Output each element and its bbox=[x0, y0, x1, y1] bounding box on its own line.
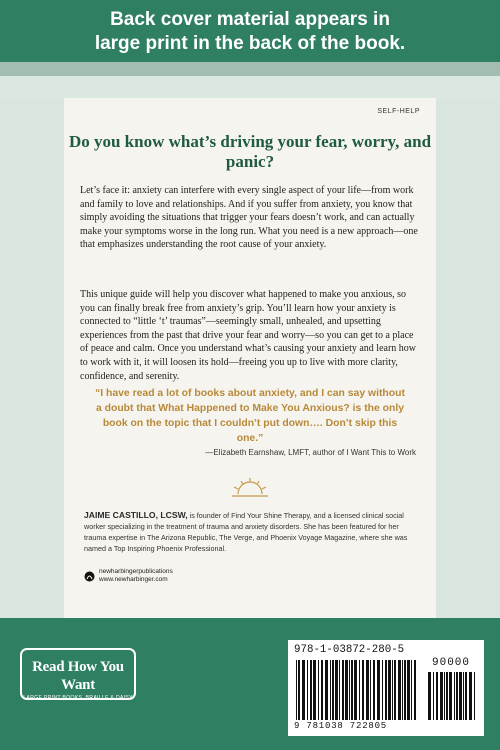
barcode-bar bbox=[351, 660, 353, 720]
barcode-bar bbox=[459, 672, 462, 720]
barcode-bar bbox=[354, 660, 357, 720]
barcode-bar bbox=[382, 660, 383, 720]
barcode-bar bbox=[325, 660, 328, 720]
barcode-bar bbox=[366, 660, 369, 720]
barcode-bar bbox=[373, 660, 375, 720]
endorsement-attribution: —Elizabeth Earnshaw, LMFT, author of I Want This to Work bbox=[205, 448, 416, 457]
ean-number: 9 781038 722805 bbox=[294, 721, 388, 731]
barcode-bar bbox=[332, 660, 334, 720]
barcode-bar bbox=[388, 660, 391, 720]
barcode-bar bbox=[436, 672, 438, 720]
barcode-bar bbox=[298, 660, 300, 720]
barcode-bar bbox=[394, 660, 396, 720]
barcode-bar bbox=[446, 672, 448, 720]
publisher-name: newharbingerpublications bbox=[99, 568, 173, 575]
barcode-bar bbox=[449, 672, 452, 720]
barcode-bar bbox=[330, 660, 331, 720]
author-bio-text: is founder of Find Your Shine Therapy, and a licensed clinical social worker specializing in the treatment of trauma and anxiety disorders. She has been featured for her trauma expertise in The Arizona Republic, The Verge, and Phoenix Voyage Magazine, where she was named a Top Inspiring Phoenix Professional. bbox=[84, 511, 408, 553]
barcode-bar bbox=[398, 660, 401, 720]
price-code: 90000 bbox=[432, 657, 471, 669]
barcode-bar bbox=[454, 672, 455, 720]
banner-line-2: large print in the back of the book. bbox=[94, 33, 406, 54]
ean-barcode-bars bbox=[296, 660, 420, 720]
barcode-bar bbox=[407, 660, 410, 720]
rhyw-logo-title: Read How You Want bbox=[32, 659, 124, 693]
barcode-bar bbox=[428, 672, 431, 720]
barcode-bar bbox=[377, 660, 380, 720]
publisher-logo-icon bbox=[84, 571, 95, 582]
large-print-notice-banner bbox=[0, 0, 500, 62]
rising-sun-icon bbox=[230, 476, 270, 498]
banner-stripe bbox=[0, 62, 500, 76]
cover-headline: Do you know what’s driving your fear, worry, and panic? bbox=[68, 132, 432, 171]
barcode-bar bbox=[444, 672, 445, 720]
barcode-bar bbox=[411, 660, 412, 720]
price-barcode-bars bbox=[428, 672, 478, 720]
barcode-bar bbox=[302, 660, 305, 720]
publisher-block bbox=[84, 568, 173, 584]
barcode-bar bbox=[463, 672, 464, 720]
barcode-bar bbox=[335, 660, 338, 720]
banner-line-1: Back cover material appears in bbox=[110, 9, 390, 30]
barcode-bar bbox=[404, 660, 406, 720]
endorsement-quote: “I have read a lot of books about anxiety, and I can say without a doubt that What Happened to Make You Anxious? is the only book on the topic that I couldn’t put down…. Don’t skip this one.” bbox=[95, 388, 405, 444]
barcode-bar bbox=[392, 660, 393, 720]
author-bio bbox=[84, 510, 418, 554]
barcode-bar bbox=[342, 660, 344, 720]
barcode-bar bbox=[296, 660, 297, 720]
barcode-bar bbox=[359, 660, 360, 720]
rhyw-logo-subtitle: LARGE PRINT BOOKS, BRAILLE & DAISY bbox=[23, 695, 133, 701]
description-paragraph-2: This unique guide will help you discover what happened to make you anxious, so you can finally break free from anxiety’s grip. You’ll learn how your anxiety is connected to “little ‘t’ traumas”—seemingly small, unhealed, and upsetting experiences from the past that drive your fear and worry—so you can get to a place of peace and calm. Once you understand what’s causing your anxiety and learn how to work with it, it will loosen its hold—freeing you up to live with more clarity, confidence, and serenity. bbox=[80, 289, 416, 382]
category-label: SELF-HELP bbox=[377, 108, 420, 115]
banner-stripe-light bbox=[0, 76, 500, 98]
barcode-bar bbox=[339, 660, 340, 720]
barcode-bar bbox=[313, 660, 316, 720]
barcode-bar bbox=[456, 672, 458, 720]
barcode-bar bbox=[469, 672, 472, 720]
isbn-barcode bbox=[288, 640, 484, 736]
barcode-bar bbox=[433, 672, 434, 720]
barcode-bar bbox=[370, 660, 371, 720]
barcode-bar bbox=[321, 660, 323, 720]
author-name: JAIME CASTILLO, LCSW, bbox=[84, 510, 188, 520]
barcode-bar bbox=[385, 660, 387, 720]
barcode-bar bbox=[310, 660, 312, 720]
barcode-bar bbox=[345, 660, 348, 720]
barcode-bar bbox=[414, 660, 416, 720]
description-paragraph-1: Let’s face it: anxiety can interfere with every single aspect of your life—from work and family to love and relationships. And if you suffer from anxiety, you know that simply avoiding the situations that trigger your fears doesn’t work, and can actually make your symptoms worse in the long run. What you need is a new approach—one that emphasizes understanding the root cause of your anxiety. bbox=[80, 185, 418, 251]
read-how-you-want-logo bbox=[20, 648, 136, 700]
publisher-url: www.newharbinger.com bbox=[99, 576, 168, 583]
barcode-bar bbox=[349, 660, 350, 720]
barcode-bar bbox=[307, 660, 308, 720]
isbn-number: 978-1-03872-280-5 bbox=[294, 644, 405, 656]
barcode-bar bbox=[474, 672, 475, 720]
barcode-bar bbox=[402, 660, 403, 720]
barcode-bar bbox=[465, 672, 467, 720]
barcode-bar bbox=[362, 660, 364, 720]
barcode-bar bbox=[440, 672, 443, 720]
barcode-bar bbox=[318, 660, 319, 720]
